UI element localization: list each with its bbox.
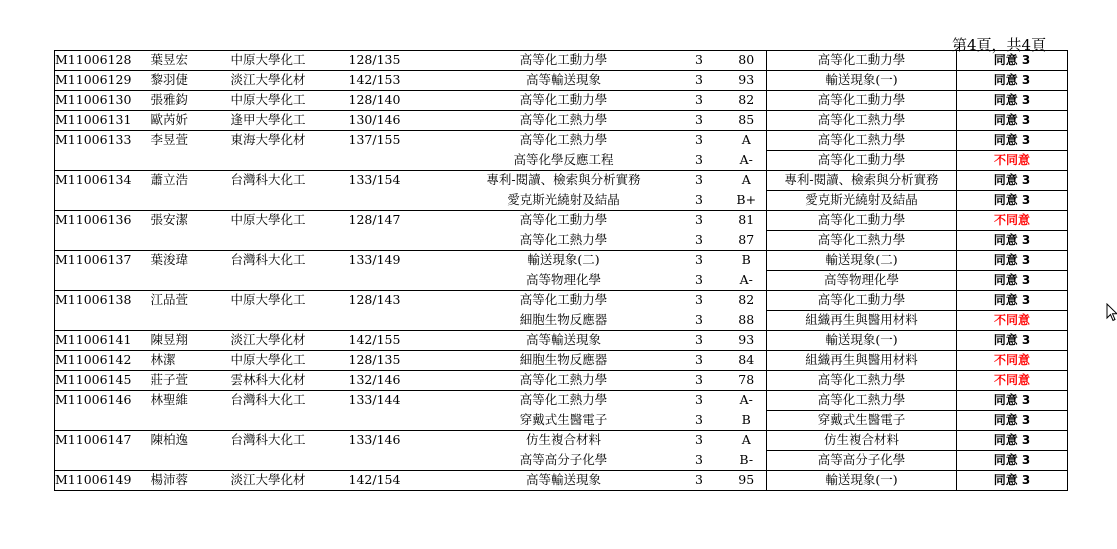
- table-row: [55, 111, 1068, 131]
- table-row: [55, 91, 1068, 111]
- origin-department: 台灣科大化工: [231, 251, 349, 271]
- original-course: 高等化工熱力學: [456, 111, 672, 131]
- origin-department: 淡江大學化材: [231, 471, 349, 491]
- original-course: 高等化工熱力學: [456, 391, 672, 411]
- student-id: M11006138: [55, 291, 151, 311]
- course-credit: 3: [672, 171, 727, 191]
- review-result: 同意 3: [957, 431, 1068, 451]
- equivalent-course: 輸送現象(一): [767, 471, 957, 491]
- course-grade: 84: [727, 351, 767, 371]
- equivalent-course: 仿生複合材料: [767, 431, 957, 451]
- origin-department: 雲林科大化材: [231, 371, 349, 391]
- course-grade: A: [727, 431, 767, 451]
- review-result: 同意 3: [957, 251, 1068, 271]
- student-name: 江品萱: [151, 291, 231, 311]
- course-credit: 3: [672, 51, 727, 71]
- original-course: 仿生複合材料: [456, 431, 672, 451]
- student-id: M11006147: [55, 431, 151, 451]
- page-number: 第4頁，共4頁: [952, 36, 1047, 54]
- course-grade: A-: [739, 151, 753, 167]
- original-course: 高等化工動力學: [456, 211, 672, 231]
- student-id: [55, 411, 151, 431]
- origin-department: [231, 411, 349, 431]
- student-name: [151, 451, 231, 471]
- original-course: 高等化學反應工程: [513, 151, 614, 167]
- equivalent-course: 專利-閱讀、檢索與分析實務: [767, 171, 957, 191]
- review-result: 同意 3: [957, 91, 1068, 111]
- original-course: 穿戴式生醫電子: [519, 411, 608, 427]
- table-row: [55, 211, 1068, 231]
- equivalent-course: 高等化工熱力學: [767, 231, 957, 251]
- review-result: 不同意: [957, 371, 1068, 391]
- original-course: 細胞生物反應器: [519, 311, 608, 327]
- origin-department: [231, 231, 349, 251]
- student-name: 歐芮妡: [151, 111, 231, 131]
- course-grade: A-: [727, 391, 767, 411]
- student-id: [55, 271, 151, 291]
- table-row: [55, 151, 1068, 171]
- equivalent-course: 輸送現象(一): [767, 71, 957, 91]
- origin-department: [231, 451, 349, 471]
- course-credit: 3: [695, 271, 703, 287]
- equivalent-course: 高等化工熱力學: [767, 111, 957, 131]
- original-course: 高等化工動力學: [456, 291, 672, 311]
- origin-department: [231, 311, 349, 331]
- course-grade: A-: [739, 271, 753, 287]
- table-row: [55, 431, 1068, 451]
- credits-earned: [349, 311, 456, 331]
- equivalent-course: 高等化工熱力學: [767, 391, 957, 411]
- course-credit: 3: [672, 111, 727, 131]
- course-credit: 3: [695, 151, 703, 167]
- student-name: [151, 231, 231, 251]
- student-name: [151, 191, 231, 211]
- review-result: 同意 3: [957, 451, 1068, 471]
- course-grade: 80: [727, 51, 767, 71]
- student-name: 張安潔: [151, 211, 231, 231]
- review-result: 同意 3: [957, 291, 1068, 311]
- original-course: 細胞生物反應器: [456, 351, 672, 371]
- equivalent-course: 穿戴式生醫電子: [767, 411, 957, 431]
- course-grade: 93: [727, 331, 767, 351]
- student-id: M11006149: [55, 471, 151, 491]
- origin-department: 台灣科大化工: [231, 171, 349, 191]
- equivalent-course: 高等物理化學: [767, 271, 957, 291]
- student-name: 莊子萱: [151, 371, 231, 391]
- course-grade: A: [727, 171, 767, 191]
- table-row: [55, 391, 1068, 411]
- original-course: 高等輸送現象: [456, 71, 672, 91]
- table-row: [55, 451, 1068, 471]
- course-grade: 87: [738, 231, 755, 247]
- course-grade: 78: [727, 371, 767, 391]
- table-row: [55, 351, 1068, 371]
- course-credit: 3: [695, 231, 703, 247]
- review-result: 同意 3: [957, 271, 1068, 291]
- credits-earned: 130/146: [349, 111, 456, 131]
- student-id: M11006145: [55, 371, 151, 391]
- origin-department: 中原大學化工: [231, 91, 349, 111]
- student-name: 楊沛蓉: [151, 471, 231, 491]
- table-body: [55, 51, 1068, 491]
- review-result: 不同意: [957, 311, 1068, 331]
- course-credit: 3: [672, 371, 727, 391]
- original-course: 愛克斯光繞射及結晶: [507, 191, 620, 207]
- table-row: [55, 231, 1068, 251]
- equivalent-course: 高等化工動力學: [767, 211, 957, 231]
- credits-earned: [349, 451, 456, 471]
- mouse-pointer-icon: [1106, 303, 1117, 323]
- table-row: [55, 251, 1068, 271]
- student-id: [55, 231, 151, 251]
- credits-earned: 128/140: [349, 91, 456, 111]
- credits-earned: 128/135: [349, 351, 456, 371]
- table-row: [55, 171, 1068, 191]
- origin-department: 台灣科大化工: [231, 391, 349, 411]
- student-id: M11006137: [55, 251, 151, 271]
- credits-earned: 133/146: [349, 431, 456, 451]
- original-course: 輸送現象(二): [456, 251, 672, 271]
- course-credit: 3: [672, 131, 727, 151]
- origin-department: [231, 151, 349, 171]
- student-id: M11006129: [55, 71, 151, 91]
- student-name: 陳昱翔: [151, 331, 231, 351]
- review-result: 同意 3: [957, 191, 1068, 211]
- course-credit: 3: [672, 251, 727, 271]
- credits-earned: 128/135: [349, 51, 456, 71]
- origin-department: [231, 271, 349, 291]
- credits-earned: 128/147: [349, 211, 456, 231]
- credits-earned: 133/149: [349, 251, 456, 271]
- equivalent-course: 高等高分子化學: [767, 451, 957, 471]
- credit-transfer-table: [54, 50, 1068, 491]
- origin-department: 東海大學化材: [231, 131, 349, 151]
- credits-earned: 133/154: [349, 171, 456, 191]
- student-name: 葉浚瑋: [151, 251, 231, 271]
- student-name: 張雅鈞: [151, 91, 231, 111]
- equivalent-course: 高等化工動力學: [767, 91, 957, 111]
- table-row: [55, 291, 1068, 311]
- origin-department: 逢甲大學化工: [231, 111, 349, 131]
- student-id: M11006130: [55, 91, 151, 111]
- student-name: 陳柏逸: [151, 431, 231, 451]
- course-credit: 3: [672, 391, 727, 411]
- course-grade: A: [727, 131, 767, 151]
- course-credit: 3: [672, 331, 727, 351]
- origin-department: 淡江大學化材: [231, 71, 349, 91]
- review-result: 同意 3: [957, 411, 1068, 431]
- course-grade: B+: [736, 191, 757, 207]
- table-row: [55, 411, 1068, 431]
- origin-department: 中原大學化工: [231, 351, 349, 371]
- student-name: 蕭立浩: [151, 171, 231, 191]
- student-id: M11006128: [55, 51, 151, 71]
- table-row: [55, 371, 1068, 391]
- equivalent-course: 高等化工熱力學: [767, 371, 957, 391]
- student-id: M11006141: [55, 331, 151, 351]
- original-course: 高等高分子化學: [519, 451, 608, 467]
- credits-earned: [349, 411, 456, 431]
- original-course: 高等輸送現象: [456, 331, 672, 351]
- course-grade: 88: [738, 311, 755, 327]
- student-name: 黎羽倢: [151, 71, 231, 91]
- origin-department: 淡江大學化材: [231, 331, 349, 351]
- original-course: 高等輸送現象: [456, 471, 672, 491]
- origin-department: 中原大學化工: [231, 291, 349, 311]
- course-credit: 3: [695, 411, 703, 427]
- course-credit: 3: [695, 451, 703, 467]
- student-name: [151, 151, 231, 171]
- equivalent-course: 輸送現象(一): [767, 331, 957, 351]
- table-row: [55, 271, 1068, 291]
- table-row: [55, 331, 1068, 351]
- course-credit: 3: [695, 311, 703, 327]
- credits-earned: [349, 271, 456, 291]
- credits-earned: 133/144: [349, 391, 456, 411]
- original-course: 專利-閱讀、檢索與分析實務: [456, 171, 672, 191]
- student-name: 李昱萱: [151, 131, 231, 151]
- student-name: [151, 311, 231, 331]
- course-credit: 3: [672, 431, 727, 451]
- review-result: 同意 3: [957, 131, 1068, 151]
- student-name: 葉昱宏: [151, 51, 231, 71]
- original-course: 高等化工熱力學: [519, 231, 608, 247]
- student-id: [55, 451, 151, 471]
- table-row: [55, 471, 1068, 491]
- course-grade: B: [727, 251, 767, 271]
- course-credit: 3: [672, 211, 727, 231]
- equivalent-course: 高等化工動力學: [767, 151, 957, 171]
- student-id: [55, 151, 151, 171]
- review-result: 不同意: [957, 351, 1068, 371]
- review-result: 不同意: [957, 151, 1068, 171]
- student-id: [55, 191, 151, 211]
- table-row: [55, 131, 1068, 151]
- review-result: 同意 3: [957, 51, 1068, 71]
- original-course: 高等化工動力學: [456, 51, 672, 71]
- student-name: [151, 411, 231, 431]
- student-id: [55, 311, 151, 331]
- original-course: 高等物理化學: [525, 271, 601, 287]
- student-id: M11006131: [55, 111, 151, 131]
- origin-department: [231, 191, 349, 211]
- student-id: M11006133: [55, 131, 151, 151]
- equivalent-course: 組織再生與醫用材料: [767, 311, 957, 331]
- origin-department: 台灣科大化工: [231, 431, 349, 451]
- credits-earned: [349, 151, 456, 171]
- review-result: 同意 3: [957, 231, 1068, 251]
- review-result: 同意 3: [957, 331, 1068, 351]
- review-result: 同意 3: [957, 71, 1068, 91]
- course-credit: 3: [672, 291, 727, 311]
- credits-earned: 137/155: [349, 131, 456, 151]
- equivalent-course: 高等化工動力學: [767, 291, 957, 311]
- credits-earned: [349, 191, 456, 211]
- student-name: [151, 271, 231, 291]
- equivalent-course: 組織再生與醫用材料: [767, 351, 957, 371]
- credits-earned: 142/155: [349, 331, 456, 351]
- course-grade: 82: [727, 291, 767, 311]
- course-grade: B: [741, 411, 751, 427]
- table-row: [55, 191, 1068, 211]
- course-credit: 3: [672, 351, 727, 371]
- equivalent-course: 輸送現象(二): [767, 251, 957, 271]
- course-grade: 82: [727, 91, 767, 111]
- student-id: M11006142: [55, 351, 151, 371]
- credits-earned: 132/146: [349, 371, 456, 391]
- equivalent-course: 高等化工熱力學: [767, 131, 957, 151]
- student-id: M11006134: [55, 171, 151, 191]
- review-result: 同意 3: [957, 171, 1068, 191]
- origin-department: 中原大學化工: [231, 51, 349, 71]
- student-name: 林聖維: [151, 391, 231, 411]
- equivalent-course: 高等化工動力學: [767, 51, 957, 71]
- course-grade: 95: [727, 471, 767, 491]
- table-row: [55, 311, 1068, 331]
- student-name: 林潔: [151, 351, 231, 371]
- review-result: 同意 3: [957, 111, 1068, 131]
- course-credit: 3: [672, 471, 727, 491]
- table-row: [55, 71, 1068, 91]
- student-id: M11006136: [55, 211, 151, 231]
- student-id: M11006146: [55, 391, 151, 411]
- original-course: 高等化工動力學: [456, 91, 672, 111]
- course-grade: 81: [727, 211, 767, 231]
- original-course: 高等化工熱力學: [456, 131, 672, 151]
- credits-earned: 142/153: [349, 71, 456, 91]
- table-row: [55, 51, 1068, 71]
- original-course: 高等化工熱力學: [456, 371, 672, 391]
- review-result: 同意 3: [957, 471, 1068, 491]
- review-result: 同意 3: [957, 391, 1068, 411]
- course-grade: B-: [739, 451, 754, 467]
- course-credit: 3: [695, 191, 703, 207]
- credits-earned: 142/154: [349, 471, 456, 491]
- course-grade: 85: [727, 111, 767, 131]
- course-grade: 93: [727, 71, 767, 91]
- review-result: 不同意: [957, 211, 1068, 231]
- credits-earned: [349, 231, 456, 251]
- credits-earned: 128/143: [349, 291, 456, 311]
- equivalent-course: 愛克斯光繞射及結晶: [767, 191, 957, 211]
- course-credit: 3: [672, 71, 727, 91]
- course-credit: 3: [672, 91, 727, 111]
- origin-department: 中原大學化工: [231, 211, 349, 231]
